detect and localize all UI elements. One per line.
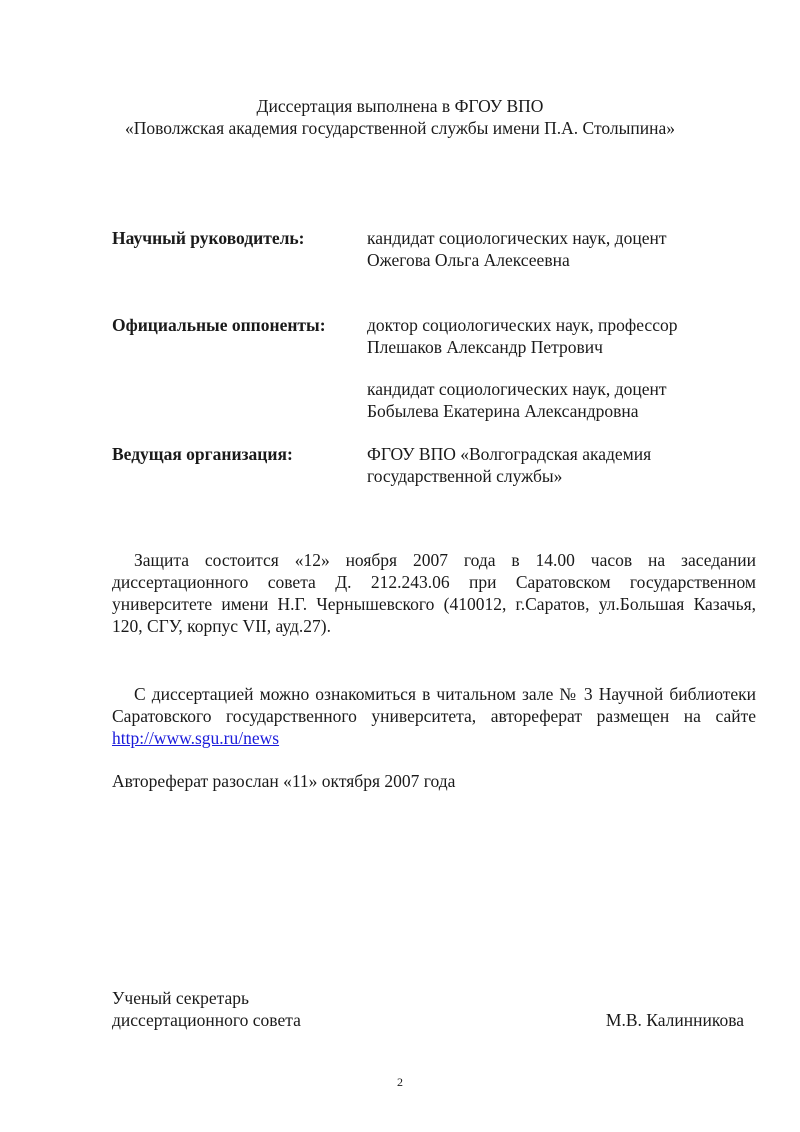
- opponent-1-degree: доктор социологических наук, профессор: [367, 315, 678, 335]
- document-header: [0, 95, 800, 139]
- opponent-2-degree: кандидат социологических наук, доцент: [367, 379, 667, 399]
- lead-org-line-2: государственной службы»: [367, 466, 563, 486]
- supervisor-value: [367, 227, 666, 271]
- lead-org-label: Ведущая организация:: [112, 444, 293, 464]
- signature-title: [112, 987, 301, 1031]
- supervisor-degree: кандидат социологических наук, доцент: [367, 228, 667, 248]
- header-line-1: Диссертация выполнена в ФГОУ ВПО: [256, 96, 544, 116]
- sent-line: Автореферат разослан «11» октября 2007 года: [112, 771, 456, 791]
- signature-name: М.В. Калинникова: [605, 1010, 744, 1030]
- header-line-2: «Поволжская академия государственной службы имени П.А. Столыпина»: [124, 118, 676, 138]
- supervisor-label: Научный руководитель:: [112, 228, 305, 248]
- opponent-2-name: Бобылева Екатерина Александровна: [367, 401, 639, 421]
- sgu-news-link[interactable]: http://www.sgu.ru/news: [112, 728, 280, 748]
- opponents-label: Официальные оппоненты:: [112, 315, 326, 335]
- signature-title-line-2: диссертационного совета: [112, 1010, 301, 1030]
- signature-title-line-1: Ученый секретарь: [112, 988, 249, 1008]
- page-number: 2: [397, 1075, 403, 1089]
- supervisor-name: Ожегова Ольга Алексеевна: [367, 250, 570, 270]
- opponent-1-name: Плешаков Александр Петрович: [367, 337, 603, 357]
- library-paragraph-text: С диссертацией можно ознакомиться в читальном зале № 3 Научной библиотеки Саратовского государственного университета, автореферат размещен на сайте: [112, 684, 756, 726]
- opponent-1: [367, 314, 677, 358]
- library-paragraph: [112, 683, 756, 749]
- lead-org-value: [367, 443, 651, 487]
- defense-paragraph: Защита состоится «12» ноября 2007 года в 14.00 часов на заседании диссертационного совета Д. 212.243.06 при Саратовском государственном университете имени Н.Г. Чернышевского (410012, г.Саратов, ул.Большая Казачья, 120, СГУ, корпус VII, ауд.27).: [112, 550, 756, 636]
- lead-org-line-1: ФГОУ ВПО «Волгоградская академия: [367, 444, 652, 464]
- opponent-2: [367, 378, 666, 422]
